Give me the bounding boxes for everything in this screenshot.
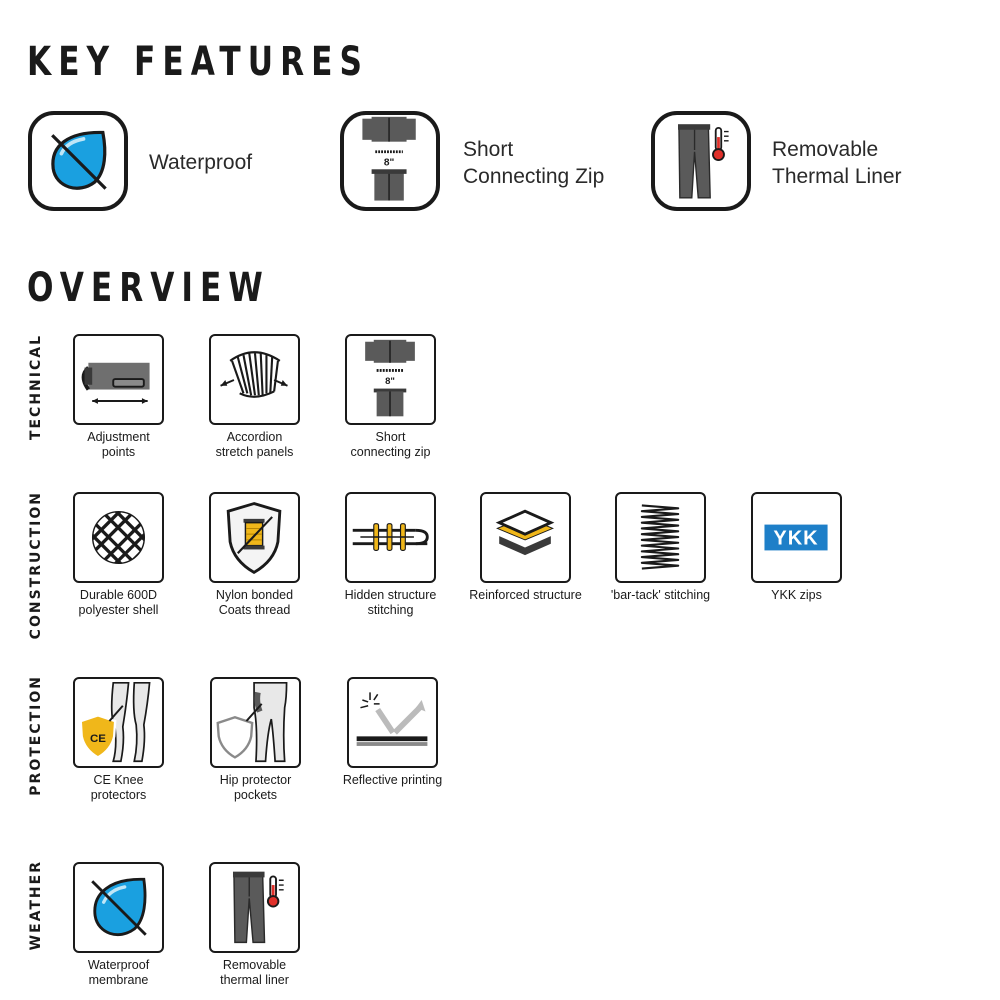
feature-caption: Waterproof membrane [87,958,150,987]
feature-caption: Removable thermal liner [220,958,289,987]
category-technical: TECHNICAL [28,334,44,441]
ce-badge-text: CE [89,733,106,746]
thread-spool-shield-icon [209,492,300,583]
adjustment-strap-icon [73,334,164,425]
ykk-logo-icon [751,492,842,583]
jacket-trousers-zip-icon [345,334,436,425]
trousers-thermometer-icon [209,862,300,953]
leaf-water-drop-icon [73,862,164,953]
feature-caption: Accordion stretch panels [215,430,294,459]
feature-caption: Reflective printing [342,773,443,787]
feature-caption: YKK zips [771,588,822,602]
key-feature-label: Short Connecting Zip [463,138,605,188]
feature-caption: Hip protector pockets [219,773,292,802]
zip-length-label: 8" [385,375,395,387]
feature-caption: Short connecting zip [350,430,431,459]
overview-heading: OVERVIEW [27,265,270,311]
layered-structure-icon [480,492,571,583]
feature-caption: 'bar-tack' stitching [610,588,711,602]
key-features-heading: KEY FEATURES [27,39,369,85]
key-feature-label: Removable Thermal Liner [772,138,902,188]
feature-caption: Hidden structure stitching [344,588,437,617]
category-weather: WEATHER [28,860,44,951]
leaf-water-drop-icon [28,111,128,211]
category-protection: PROTECTION [28,675,44,796]
accordion-panel-icon [209,334,300,425]
feature-caption: Nylon bonded Coats thread [215,588,294,617]
jacket-trousers-zip-icon [340,111,440,211]
feature-caption: Reinforced structure [469,588,582,602]
zip-length-label: 8" [383,157,395,169]
feature-caption: Adjustment points [87,430,150,459]
hidden-stitching-icon [345,492,436,583]
zigzag-stitch-icon [615,492,706,583]
category-construction: CONSTRUCTION [28,491,44,640]
trousers-thermometer-icon [651,111,751,211]
reflective-light-icon [347,677,438,768]
key-feature-label: Waterproof [149,151,253,174]
feature-caption: CE Knee protectors [90,773,147,802]
woven-fabric-icon [73,492,164,583]
knee-protector-shield-icon [73,677,164,768]
feature-caption: Durable 600D polyester shell [78,588,159,617]
ykk-logo-text: YKK [773,527,819,550]
hip-protector-shield-icon [210,677,301,768]
